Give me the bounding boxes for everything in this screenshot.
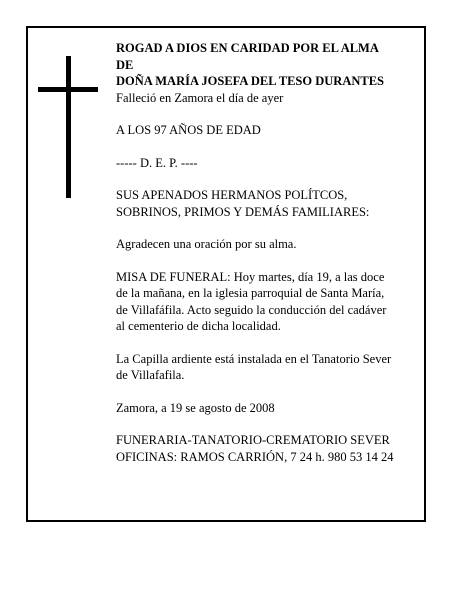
funeral-line-1: MISA DE FUNERAL: Hoy martes, día 19, a las doce bbox=[116, 269, 385, 284]
chapel-line-2: de Villafafila. bbox=[116, 368, 185, 382]
funeral-home-line-1: FUNERARIA-TANATORIO-CREMATORIO SEVER bbox=[116, 433, 390, 447]
notice-body bbox=[116, 40, 424, 465]
age-line: A LOS 97 AÑOS DE EDAD bbox=[116, 123, 261, 137]
date-place-line: Zamora, a 19 se agosto de 2008 bbox=[116, 400, 275, 415]
chapel-line-1: La Capilla ardiente está instalada en el Tanatorio Sever bbox=[116, 351, 392, 366]
death-info: Falleció en Zamora el día de ayer bbox=[116, 90, 284, 105]
funeral-line-3: de Villafáfila. Acto seguido la conducción del cadáver bbox=[116, 302, 387, 317]
heading-line-1: ROGAD A DIOS EN CARIDAD POR EL ALMA bbox=[116, 41, 379, 55]
funeral-home-line-2: OFICINAS: RAMOS CARRIÓN, 7 24 h. 980 53 14 24 bbox=[116, 449, 394, 464]
deceased-name: DOÑA MARÍA JOSEFA DEL TESO DURANTES bbox=[116, 74, 384, 88]
family-line-1: SUS APENADOS HERMANOS POLÍTCOS, bbox=[116, 188, 348, 202]
cross-vertical-bar bbox=[66, 56, 71, 198]
rip-line: ----- D. E. P. ---- bbox=[116, 155, 198, 170]
family-line-2: SOBRINOS, PRIMOS Y DEMÁS FAMILIARES: bbox=[116, 204, 370, 219]
funeral-line-2: de la mañana, en la iglesia parroquial de Santa María, bbox=[116, 286, 385, 300]
thanks-line: Agradecen una oración por su alma. bbox=[116, 237, 297, 251]
cross-horizontal-bar bbox=[38, 87, 98, 92]
heading-line-2: DE bbox=[116, 57, 134, 72]
obituary-notice bbox=[26, 26, 426, 522]
funeral-line-4: al cementerio de dicha localidad. bbox=[116, 319, 281, 333]
latin-cross-icon bbox=[38, 56, 98, 198]
